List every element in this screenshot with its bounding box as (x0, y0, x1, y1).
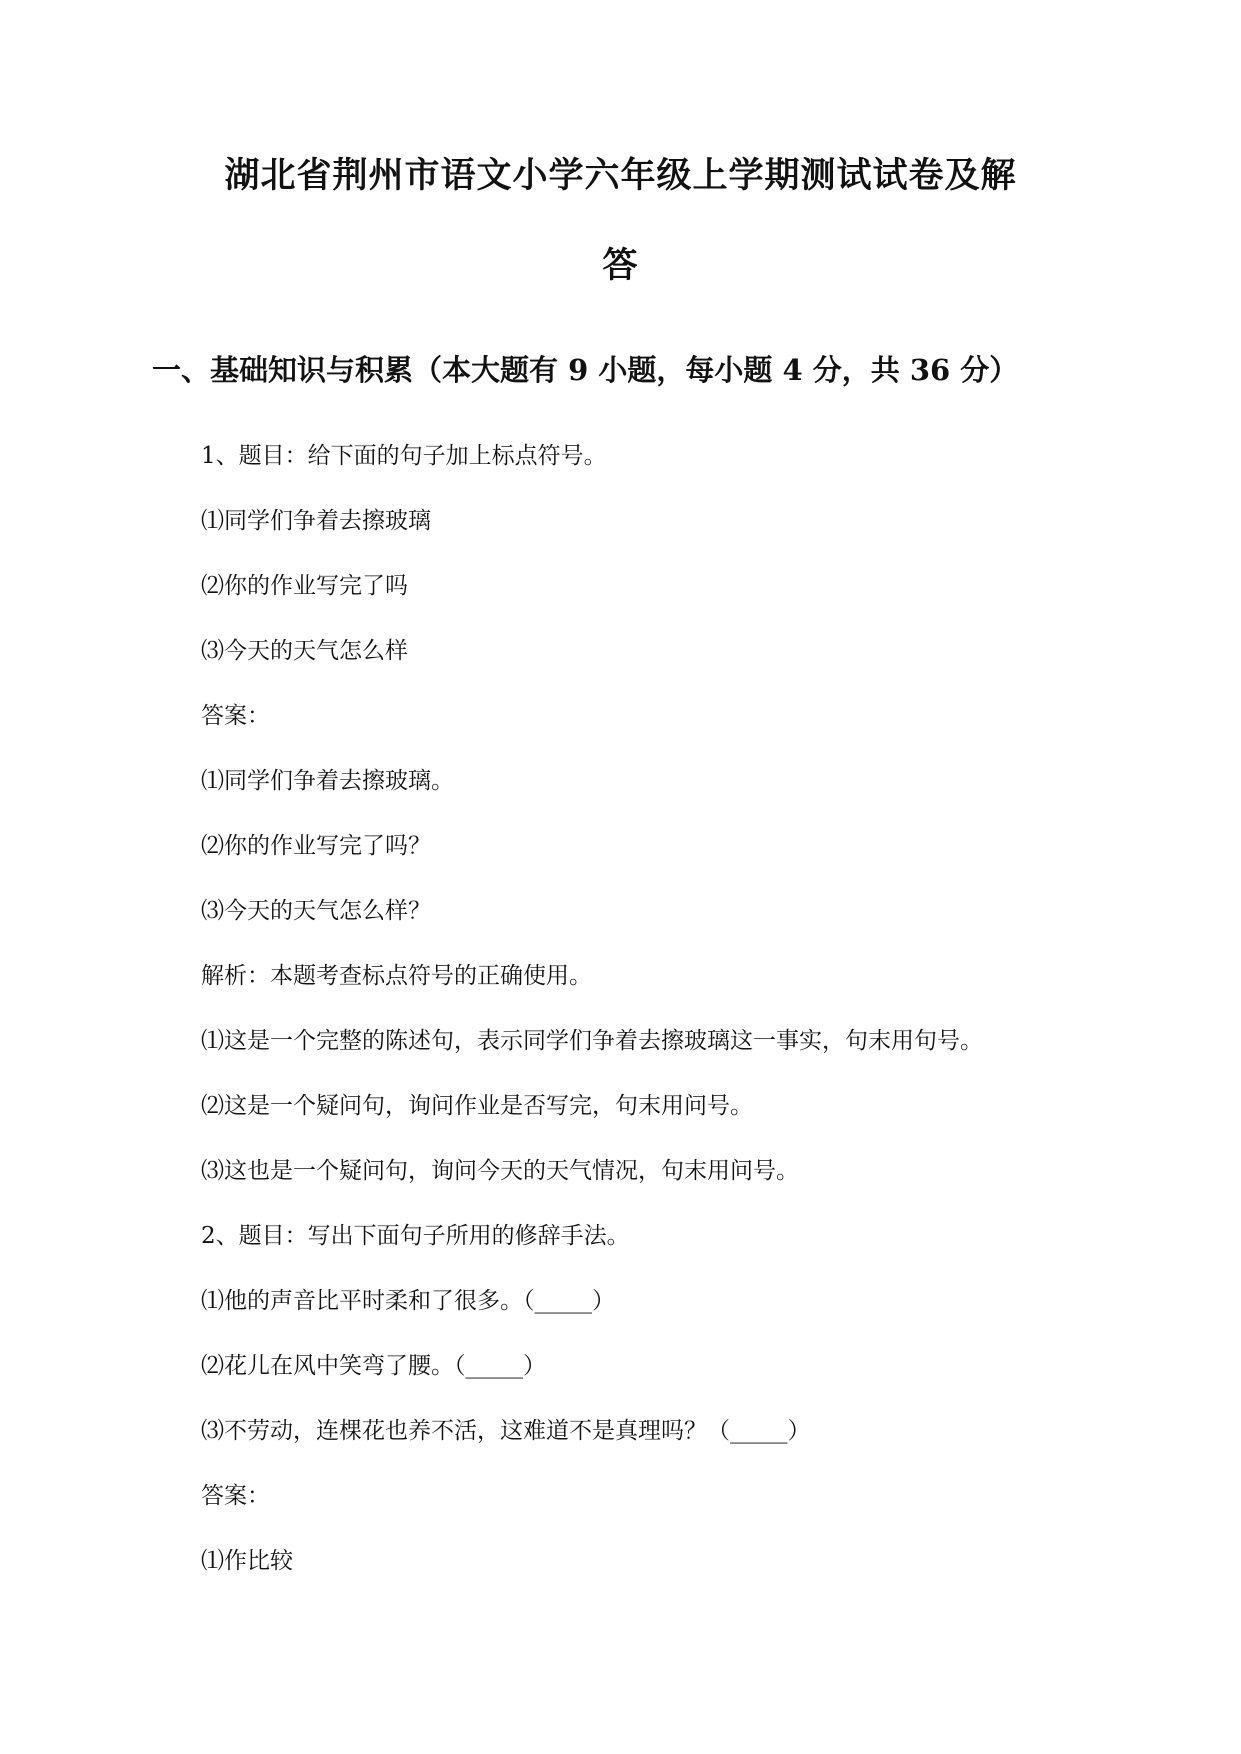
answer-1-item-3: ⑶今天的天气怎么样？ (201, 898, 431, 924)
section-heading: 一、基础知识与积累（本大题有 9 小题，每小题 4 分，共 36 分） (152, 353, 1019, 387)
answer-2-item-1: ⑴作比较 (201, 1548, 293, 1574)
document-body (201, 436, 1101, 1606)
answer-label-1: 答案： (201, 703, 270, 729)
question-1-item-1: ⑴同学们争着去擦玻璃 (201, 508, 431, 534)
question-2-prompt: 2、题目：写出下面句子所用的修辞手法。 (201, 1223, 630, 1249)
question-2-item-1: ⑴他的声音比平时柔和了很多。（_____） (201, 1288, 615, 1314)
question-1-item-3: ⑶今天的天气怎么样 (201, 638, 408, 664)
question-1-prompt: 1、题目：给下面的句子加上标点符号。 (201, 443, 607, 469)
analysis-1-item-3: ⑶这也是一个疑问句，询问今天的天气情况，句末用问号。 (201, 1158, 799, 1184)
document-title-line-1: 湖北省荆州市语文小学六年级上学期测试试卷及解 (224, 155, 1017, 196)
question-2-item-2: ⑵花儿在风中笑弯了腰。（_____） (201, 1353, 546, 1379)
question-1-item-2: ⑵你的作业写完了吗 (201, 573, 408, 599)
analysis-label-1: 解析：本题考查标点符号的正确使用。 (201, 963, 592, 989)
answer-1-item-2: ⑵你的作业写完了吗？ (201, 833, 431, 859)
answer-label-2: 答案： (201, 1483, 270, 1509)
analysis-1-item-1: ⑴这是一个完整的陈述句，表示同学们争着去擦玻璃这一事实，句末用句号。 (201, 1028, 983, 1054)
question-2-item-3: ⑶不劳动，连棵花也养不活，这难道不是真理吗？（_____） (201, 1418, 811, 1444)
document-title-line-2: 答 (602, 245, 639, 286)
answer-1-item-1: ⑴同学们争着去擦玻璃。 (201, 768, 454, 794)
analysis-1-item-2: ⑵这是一个疑问句，询问作业是否写完，句末用问号。 (201, 1093, 753, 1119)
